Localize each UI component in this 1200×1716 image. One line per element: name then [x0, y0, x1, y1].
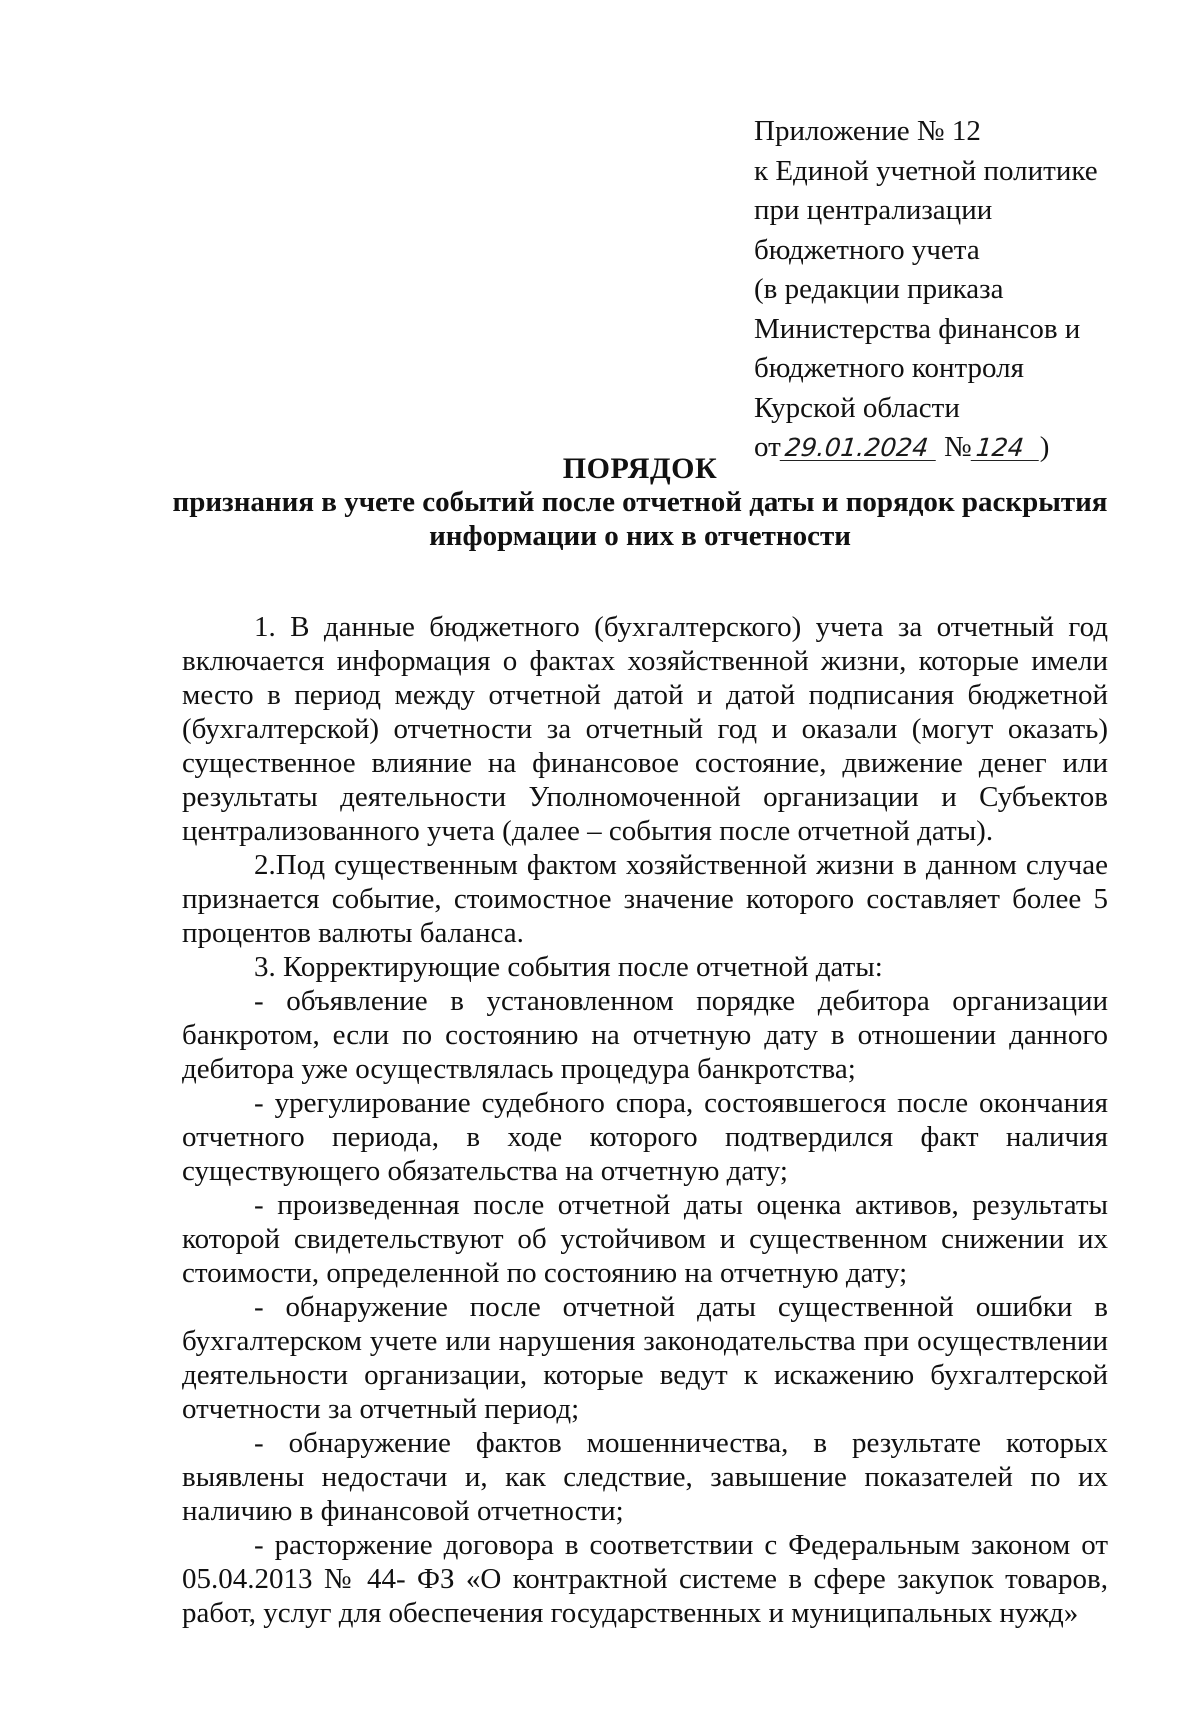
number-prefix: №	[944, 431, 972, 463]
list-item: - произведенная после отчетной даты оценка активов, результаты которой свидетельствуют об устойчивом и существенном снижении их стоимости, определенной по состоянию на отчетную дату;	[182, 1189, 1108, 1289]
annex-line: Приложение № 12	[754, 115, 981, 147]
closing-paren: )	[1039, 431, 1050, 463]
annex-line: при централизации	[754, 194, 993, 226]
subtitle-line: информации о них в отчетности	[429, 520, 851, 552]
document-body	[182, 610, 1108, 1630]
document-subtitle	[160, 485, 1120, 553]
paragraph: 3. Корректирующие события после отчетной даты:	[254, 951, 883, 983]
handwritten-date: 29.01.2024	[779, 436, 938, 461]
handwritten-number: 124	[970, 436, 1041, 461]
annex-block	[754, 112, 1134, 468]
list-item: - обнаружение фактов мошенничества, в результате которых выявлены недостачи и, как следствие, завышение показателей по их наличию в финансовой отчетности;	[182, 1427, 1108, 1527]
list-item: - урегулирование судебного спора, состоявшегося после окончания отчетного периода, в ходе которого подтвердился факт наличия существующего обязательства на отчетную дату;	[182, 1087, 1108, 1187]
list-item: - расторжение договора в соответствии с Федеральным законом от 05.04.2013 № 44- ФЗ «О контрактной системе в сфере закупок товаров, работ, услуг для обеспечения государственных и муниципальных нужд»	[182, 1529, 1108, 1629]
document-title: ПОРЯДОК	[562, 452, 718, 485]
list-item: - объявление в установленном порядке дебитора организации банкротом, если по состоянию на отчетную дату в отношении данного дебитора уже осуществлялась процедура банкротства;	[182, 985, 1108, 1085]
annex-line: бюджетного контроля	[754, 352, 1024, 384]
annex-line: к Единой учетной политике	[754, 154, 1098, 187]
annex-line: Курской области	[754, 391, 960, 424]
list-item: - обнаружение после отчетной даты существенной ошибки в бухгалтерском учете или нарушения законодательства при осуществлении деятельности организации, которые ведут к искажению бухгалтерской отчетности за отчетный период;	[182, 1291, 1108, 1425]
from-prefix: от	[754, 431, 781, 463]
paragraph: 1. В данные бюджетного (бухгалтерского) учета за отчетный год включается информация о фактах хозяйственной жизни, которые имели место в период между отчетной датой и датой подписания бюджетной (бухгалтерской) отчетности за отчетный год и оказали (могут оказать) существенное влияние на финансовое состояние, движение денег или результаты деятельности Уполномоченной организации и Субъектов централизованного учета (далее – события после отчетной даты).	[182, 611, 1108, 847]
subtitle-line: признания в учете событий после отчетной даты и порядок раскрытия	[172, 486, 1108, 518]
annex-line: Министерства финансов и	[754, 312, 1081, 345]
paragraph: 2.Под существенным фактом хозяйственной жизни в данном случае признается событие, стоимостное значение которого составляет более 5 процентов валюты баланса.	[182, 849, 1108, 949]
annex-line: бюджетного учета	[754, 233, 980, 266]
annex-line: (в редакции приказа	[754, 273, 1004, 305]
